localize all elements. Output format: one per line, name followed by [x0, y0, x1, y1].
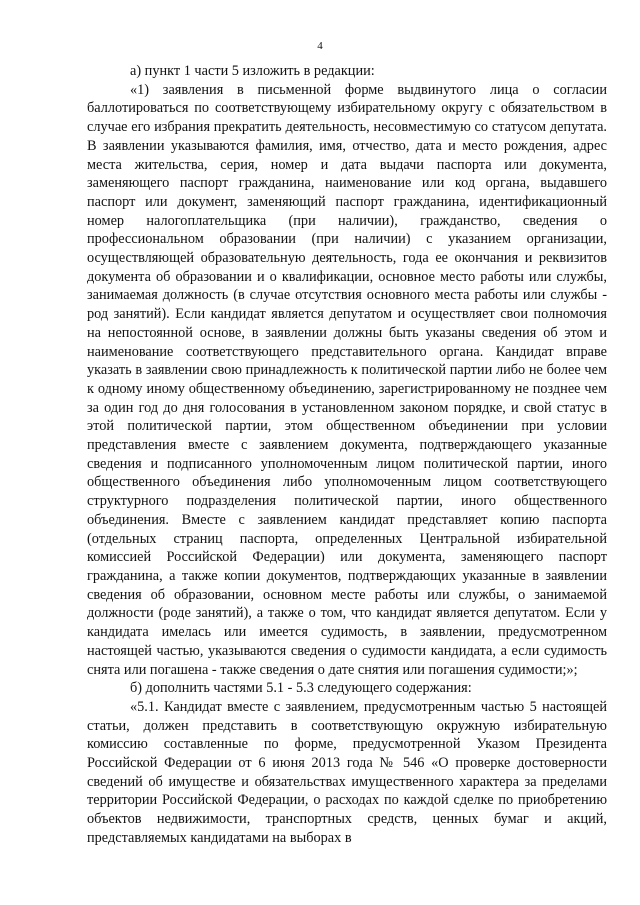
paragraph-amendment-b: б) дополнить частями 5.1 - 5.3 следующего содержания:	[130, 680, 472, 697]
paragraph-clause-1: «1) заявления в письменной форме выдвинутого лица о согласии баллотироваться по соответствующему избирательному округу с обязательством в случае его избрания прекратить деятельность, несовместимую со статусом депутата. В заявлении указываются фамилия, имя, отчество, дата и место рождения, адрес места жительства, серия, номер и дата выдачи паспорта или документа, заменяющего паспорт гражданина, наименование или код органа, выдавшего паспорт или документ, заменяющий паспорт гражданина, идентификационный номер налогоплательщика (при наличии), гражданство, сведения о профессиональном образовании (при наличии) с указанием организации, осуществляющей образовательную деятельность, года ее окончания и реквизитов документа об образовании и о квалификации, основное место работы или службы, занимаемая должность (в случае отсутствия основного места работы или службы - род занятий). Если кандидат является депутатом и осуществляет свои полномочия на непостоянной основе, в заявлении должны быть указаны сведения об этом и наименование соответствующего представительного органа. Кандидат вправе указать в заявлении свою принадлежность к политической партии либо не более чем к одному иному общественному объединению, зарегистрированному не позднее чем за один год до дня голосования в установленном законом порядке, и свой статус в этой политической партии, этом общественном объединении при условии представления вместе с заявлением документа, подтверждающего указанные сведения и подписанного уполномоченным лицом политической партии, иного общественного объединения либо уполномоченным лицом соответствующего структурного подразделения политической партии, иного общественного объединения. Вместе с заявлением кандидат представляет копию паспорта (отдельных страниц паспорта, определенных Центральной избирательной комиссией Российской Федерации) или документа, заменяющего паспорт гражданина, а также копии документов, подтверждающих указанные в заявлении сведения об образовании, основном месте работы или службы, о занимаемой должности (роде занятий), а также о том, что кандидат является депутатом. Если у кандидата имелась или имеется судимость, в заявлении, предусмотренном настоящей частью, указываются сведения о судимости кандидата, а если судимость снята или погашена - также сведения о дате снятия или погашения судимости;»;	[87, 81, 607, 678]
paragraph-clause-5-1: «5.1. Кандидат вместе с заявлением, предусмотренным частью 5 настоящей статьи, должен представить в соответствующую окружную избирательную комиссию составленные по форме, предусмотренной Указом Президента Российской Федерации от 6 июня 2013 года № 546 «О проверке достоверности сведений об имуществе и обязательствах имущественного характера за пределами территории Российской Федерации, о расходах по каждой сделке по приобретению объектов недвижимости, транспортных средств, ценных бумаг и акций, представляемых кандидатами на выборах в	[87, 698, 607, 846]
document-body	[87, 62, 607, 848]
page-number: 4	[317, 40, 323, 52]
paragraph-amendment-a: а) пункт 1 части 5 изложить в редакции:	[130, 63, 375, 79]
